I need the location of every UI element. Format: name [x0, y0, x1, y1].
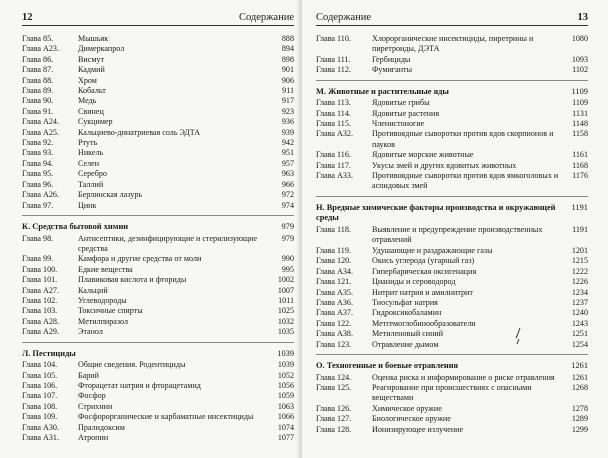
chapter-number: Глава 113. [316, 98, 351, 108]
chapter-page: 951 [281, 148, 294, 158]
toc-entry [316, 425, 588, 435]
toc-entry [316, 171, 588, 192]
chapter-title: Селен [78, 158, 100, 168]
section-page: 1261 [571, 360, 588, 370]
chapter-title: Гипербарическая оксигенация [372, 266, 477, 276]
toc-entry [316, 373, 588, 383]
section-page: 1109 [571, 86, 588, 96]
toc-entry [22, 265, 294, 275]
chapter-page: 1109 [572, 98, 588, 108]
chapter-title: Удушающие и раздражающие газы [372, 245, 493, 255]
toc-entry [22, 360, 294, 370]
chapter-number: Глава 108. [22, 401, 58, 411]
section-title: К. Средства бытовой химии [22, 221, 129, 231]
section-heading [316, 203, 588, 224]
chapter-title: Кальций [78, 285, 108, 295]
toc-entry [316, 55, 588, 65]
chapter-number: Глава 122. [316, 318, 352, 328]
chapter-page: 1158 [572, 129, 588, 139]
chapter-title: Ядовитые грибы [372, 98, 430, 108]
chapter-number: Глава 88. [22, 75, 54, 85]
chapter-title: Метилпиразол [78, 316, 129, 326]
chapter-title: Барий [78, 370, 99, 380]
chapter-number: Глава 104. [22, 360, 58, 370]
chapter-number: Глава 96. [22, 179, 54, 189]
chapter-title: Выявление и предупреждение производственных отравлений [372, 225, 543, 245]
chapter-title: Димеркапрол [78, 44, 125, 54]
chapter-title: Метгемоглобинообразователи [372, 318, 476, 328]
chapter-title: Серебро [78, 169, 107, 179]
section-heading [316, 87, 588, 98]
chapter-number: Глава 110. [316, 34, 351, 43]
chapter-title: Тиосульфат натрия [372, 297, 438, 307]
chapter-number: Глава 106. [22, 380, 58, 390]
chapter-number: Глава 128. [316, 424, 352, 434]
toc-entry [22, 286, 294, 296]
chapter-number: Глава 121. [316, 277, 352, 287]
chapter-number: Глава 117. [316, 160, 351, 170]
chapter-title: Цинк [78, 200, 97, 210]
left-page-number: 12 [22, 12, 33, 23]
chapter-title: Плавиковая кислота и фториды [78, 275, 187, 285]
section-title: М. Животные и растительные яды [316, 86, 449, 96]
chapter-title: Укусы змей и других ядовитых животных [372, 160, 517, 170]
chapter-page: 1007 [277, 285, 294, 295]
chapter-number: Глава 111. [316, 54, 351, 64]
toc-entry [22, 138, 294, 148]
chapter-number: Глава А36. [316, 297, 353, 307]
chapter-number: Глава 126. [316, 403, 352, 413]
chapter-page: 1299 [571, 424, 588, 434]
chapter-title: Таллий [78, 179, 104, 189]
left-running-head [22, 12, 294, 26]
chapter-page: 995 [281, 264, 294, 274]
section-heading [22, 222, 294, 233]
chapter-number: Глава А38. [316, 329, 353, 339]
toc-entry [316, 34, 588, 55]
toc-entry [316, 119, 588, 129]
toc-entry [22, 159, 294, 169]
chapter-page: 1237 [571, 297, 588, 307]
toc-entry [22, 296, 294, 306]
chapter-page: 1025 [277, 306, 294, 316]
chapter-page: 1161 [572, 150, 588, 160]
chapter-page: 1148 [572, 119, 588, 129]
chapter-page: 990 [281, 254, 294, 264]
chapter-page: 1268 [571, 382, 588, 392]
chapter-number: Глава 85. [22, 34, 54, 43]
chapter-number: Глава 119. [316, 245, 351, 255]
section-heading [22, 349, 294, 360]
toc-entry [22, 55, 294, 65]
chapter-page: 1226 [571, 277, 588, 287]
toc-entry [316, 161, 588, 171]
chapter-title: Кальциево-динатриевая соль ЭДТА [78, 127, 201, 137]
chapter-page: 1039 [277, 360, 294, 370]
chapter-title: Фторацетат натрия и фторацетамид [78, 380, 201, 390]
chapter-page: 974 [281, 200, 294, 210]
chapter-page: 1234 [571, 287, 588, 297]
chapter-number: Глава 109. [22, 412, 58, 422]
right-page-number: 13 [577, 12, 588, 23]
chapter-number: Глава 101. [22, 275, 58, 285]
toc-entry [22, 117, 294, 127]
chapter-page: 917 [281, 96, 294, 106]
chapter-page: 1056 [277, 380, 294, 390]
chapter-title: Ядовитые растения [372, 108, 440, 118]
chapter-page: 979 [281, 233, 294, 243]
chapter-number: Глава 100. [22, 264, 58, 274]
chapter-number: Глава 116. [316, 150, 351, 160]
chapter-page: 898 [281, 54, 294, 64]
toc-entry [316, 319, 588, 329]
chapter-title: Ядовитые морские животные [372, 150, 474, 160]
chapter-number: Глава А31. [22, 433, 59, 442]
toc-entry [316, 298, 588, 308]
toc-entry [22, 327, 294, 337]
chapter-page: 1201 [571, 245, 588, 255]
chapter-page: 1002 [277, 275, 294, 285]
chapter-page: 1080 [571, 34, 588, 43]
chapter-number: Глава А29. [22, 327, 59, 337]
chapter-page: 1052 [277, 370, 294, 380]
chapter-title: Камфора и другие средства от моли [78, 254, 202, 264]
chapter-title: Хлорорганические инсектициды, пиретрины и пиретроиды, ДЭТА [372, 34, 534, 54]
chapter-number: Глава 105. [22, 370, 58, 380]
chapter-title: Фосфор [78, 391, 106, 401]
toc-entry [316, 277, 588, 287]
right-page [302, 0, 608, 458]
chapter-number: Глава 93. [22, 148, 54, 158]
chapter-number: Глава 86. [22, 54, 54, 64]
chapter-page: 1254 [571, 339, 588, 349]
chapter-title: Оценка риска и информирование о риске отравления [372, 372, 555, 382]
chapter-title: Цианиды и сероводород [372, 277, 456, 287]
chapter-title: Антисептики, дезинфицирующие и стерилизующие средства [78, 233, 258, 253]
chapter-title: Медь [78, 96, 97, 106]
chapter-title: Свинец [78, 106, 104, 116]
chapter-title: Ртуть [78, 138, 98, 148]
chapter-page: 1278 [571, 403, 588, 413]
chapter-page: 942 [281, 138, 294, 148]
chapter-number: Глава А25. [22, 127, 59, 137]
chapter-title: Химическое оружие [372, 403, 442, 413]
chapter-page: 1261 [571, 372, 588, 382]
toc-entry [22, 254, 294, 264]
toc-entry [316, 267, 588, 277]
chapter-number: Глава 99. [22, 254, 54, 264]
left-heading: Содержание [238, 12, 294, 23]
right-toc [316, 34, 588, 435]
chapter-number: Глава 125. [316, 382, 352, 392]
chapter-number: Глава А35. [316, 287, 353, 297]
right-heading: Содержание [316, 12, 372, 23]
chapter-title: Окись углерода (угарный газ) [372, 256, 475, 266]
chapter-number: Глава А32. [316, 129, 353, 139]
chapter-page: 1011 [278, 295, 294, 305]
chapter-page: 901 [281, 65, 294, 75]
chapter-title: Ионизирующее излучение [372, 424, 464, 434]
chapter-number: Глава 118. [316, 225, 351, 235]
toc-entry [22, 402, 294, 412]
chapter-page: 1168 [572, 160, 588, 170]
chapter-page: 1074 [277, 422, 294, 432]
chapter-number: Глава 124. [316, 372, 352, 382]
chapter-page: 1093 [571, 54, 588, 64]
toc-entry [22, 423, 294, 433]
section-page: 1039 [277, 348, 294, 358]
toc-entry [316, 129, 588, 150]
right-running-head [316, 12, 588, 26]
chapter-page: 1102 [572, 65, 588, 75]
toc-entry [316, 109, 588, 119]
toc-entry [22, 180, 294, 190]
chapter-page: 966 [281, 179, 294, 189]
toc-entry [316, 150, 588, 160]
toc-entry [22, 76, 294, 86]
chapter-number: Глава А27. [22, 285, 59, 295]
chapter-title: Кобальт [78, 86, 106, 96]
chapter-number: Глава 114. [316, 108, 351, 118]
chapter-title: Токсичные спирты [78, 306, 143, 316]
chapter-number: Глава 115. [316, 119, 351, 129]
pencil-mark-icon [514, 327, 522, 345]
section-title: Н. Вредные химические факторы производства и окружающей среды [316, 202, 556, 223]
chapter-page: 1251 [571, 329, 588, 339]
toc-entry [22, 275, 294, 285]
chapter-page: 963 [281, 169, 294, 179]
chapter-number: Глава 102. [22, 295, 58, 305]
section-page: 1191 [571, 202, 588, 212]
toc-entry [22, 201, 294, 211]
chapter-title: Фосфорорганические и карбаматные инсектициды [78, 412, 254, 422]
chapter-page: 1289 [571, 414, 588, 424]
toc-entry [316, 288, 588, 298]
chapter-number: Глава 92. [22, 138, 54, 148]
chapter-number: Глава 89. [22, 86, 54, 96]
chapter-number: Глава А34. [316, 266, 353, 276]
chapter-number: Глава А37. [316, 308, 353, 318]
toc-entry [22, 391, 294, 401]
chapter-title: Стрихнин [78, 401, 113, 411]
chapter-page: 1215 [571, 256, 588, 266]
chapter-page: 939 [281, 127, 294, 137]
toc-entry [22, 107, 294, 117]
chapter-page: 1066 [277, 412, 294, 422]
toc-entry [22, 190, 294, 200]
chapter-title: Нитрит натрия и амилнитрит [372, 287, 473, 297]
left-page [0, 0, 300, 458]
chapter-page: 1191 [572, 225, 588, 235]
chapter-number: Глава 98. [22, 233, 54, 243]
toc-entry [316, 98, 588, 108]
chapter-title: Этанол [78, 327, 103, 337]
toc-entry [22, 433, 294, 443]
chapter-page: 1222 [571, 266, 588, 276]
chapter-page: 1243 [571, 318, 588, 328]
chapter-number: Глава 91. [22, 106, 54, 116]
toc-entry [22, 65, 294, 75]
chapter-number: Глава 127. [316, 414, 352, 424]
chapter-title: Противоядные сыворотки против ядов ямкоголовых и аспидовых змей [372, 171, 559, 191]
toc-entry [22, 34, 294, 44]
toc-entry [316, 225, 588, 246]
chapter-number: Глава А30. [22, 422, 59, 432]
chapter-title: Общие сведения. Родентициды [78, 360, 186, 370]
toc-entry [22, 148, 294, 158]
chapter-number: Глава 107. [22, 391, 58, 401]
chapter-number: Глава 90. [22, 96, 54, 106]
chapter-number: Глава А26. [22, 190, 59, 200]
chapter-title: Пралидоксим [78, 422, 125, 432]
toc-entry [22, 128, 294, 138]
toc-entry [316, 308, 588, 318]
toc-entry [22, 96, 294, 106]
chapter-title: Кадмий [78, 65, 105, 75]
chapter-page: 972 [281, 190, 294, 200]
chapter-page: 1063 [277, 401, 294, 411]
chapter-page: 1240 [571, 308, 588, 318]
toc-entry [22, 371, 294, 381]
chapter-page: 1032 [277, 316, 294, 326]
chapter-title: Углеводороды [78, 295, 127, 305]
toc-entry [22, 234, 294, 255]
toc-entry [22, 86, 294, 96]
chapter-title: Гербициды [372, 54, 411, 64]
toc-entry [316, 340, 588, 350]
toc-entry [22, 381, 294, 391]
section-heading [316, 361, 588, 372]
chapter-page: 906 [281, 75, 294, 85]
chapter-page: 1059 [277, 391, 294, 401]
chapter-number: Глава А23. [22, 44, 59, 54]
toc-entry [316, 246, 588, 256]
toc-entry [22, 44, 294, 54]
section-divider [22, 342, 294, 343]
section-divider [316, 80, 588, 81]
chapter-page: 936 [281, 117, 294, 127]
chapter-title: Членистоногие [372, 119, 425, 129]
section-divider [316, 354, 588, 355]
section-page: 979 [281, 221, 294, 231]
toc-entry [316, 256, 588, 266]
chapter-title: Атропин [78, 433, 109, 442]
section-title: О. Техногенные и боевые отравления [316, 360, 459, 370]
chapter-number: Глава 103. [22, 306, 58, 316]
toc-entry [316, 65, 588, 75]
section-divider [22, 215, 294, 216]
chapter-title: Мышьяк [78, 34, 109, 43]
chapter-page: 1131 [572, 108, 588, 118]
toc-entry [22, 169, 294, 179]
chapter-title: Отравление дымом [372, 339, 439, 349]
left-toc [22, 34, 294, 443]
chapter-number: Глава 94. [22, 158, 54, 168]
toc-entry [22, 412, 294, 422]
chapter-title: Биологическое оружие [372, 414, 451, 424]
chapter-title: Метиленовый синий [372, 329, 444, 339]
section-divider [316, 196, 588, 197]
chapter-page: 1176 [572, 171, 588, 181]
chapter-page: 957 [281, 158, 294, 168]
chapter-page: 888 [281, 34, 294, 43]
toc-entry [22, 306, 294, 316]
section-title: Л. Пестициды [22, 348, 76, 358]
toc-entry [316, 329, 588, 339]
chapter-page: 1035 [277, 327, 294, 337]
chapter-number: Глава 95. [22, 169, 54, 179]
chapter-page: 923 [281, 106, 294, 116]
chapter-title: Никель [78, 148, 104, 158]
chapter-title: Сукцимер [78, 117, 113, 127]
chapter-page: 894 [281, 44, 294, 54]
chapter-title: Едкие вещества [78, 264, 133, 274]
chapter-number: Глава 123. [316, 339, 352, 349]
chapter-title: Противоядные сыворотки против ядов скорпионов и пауков [372, 129, 554, 149]
chapter-title: Фумиганты [372, 65, 413, 75]
chapter-page: 1077 [277, 433, 294, 442]
chapter-title: Реагирование при происшествиях с опасными веществами [372, 382, 532, 403]
chapter-number: Глава 120. [316, 256, 352, 266]
toc-entry [316, 383, 588, 404]
chapter-title: Гидроксикобаламин [372, 308, 442, 318]
chapter-number: Глава 87. [22, 65, 54, 75]
chapter-title: Берлинская лазурь [78, 190, 143, 200]
chapter-number: Глава А33. [316, 171, 353, 181]
chapter-number: Глава 112. [316, 65, 351, 75]
chapter-number: Глава А24. [22, 117, 59, 127]
chapter-number: Глава А28. [22, 316, 59, 326]
toc-entry [22, 317, 294, 327]
chapter-page: 911 [282, 86, 294, 96]
chapter-title: Висмут [78, 54, 105, 64]
toc-entry [316, 404, 588, 414]
toc-entry [316, 414, 588, 424]
chapter-title: Хром [78, 75, 97, 85]
chapter-number: Глава 97. [22, 200, 54, 210]
